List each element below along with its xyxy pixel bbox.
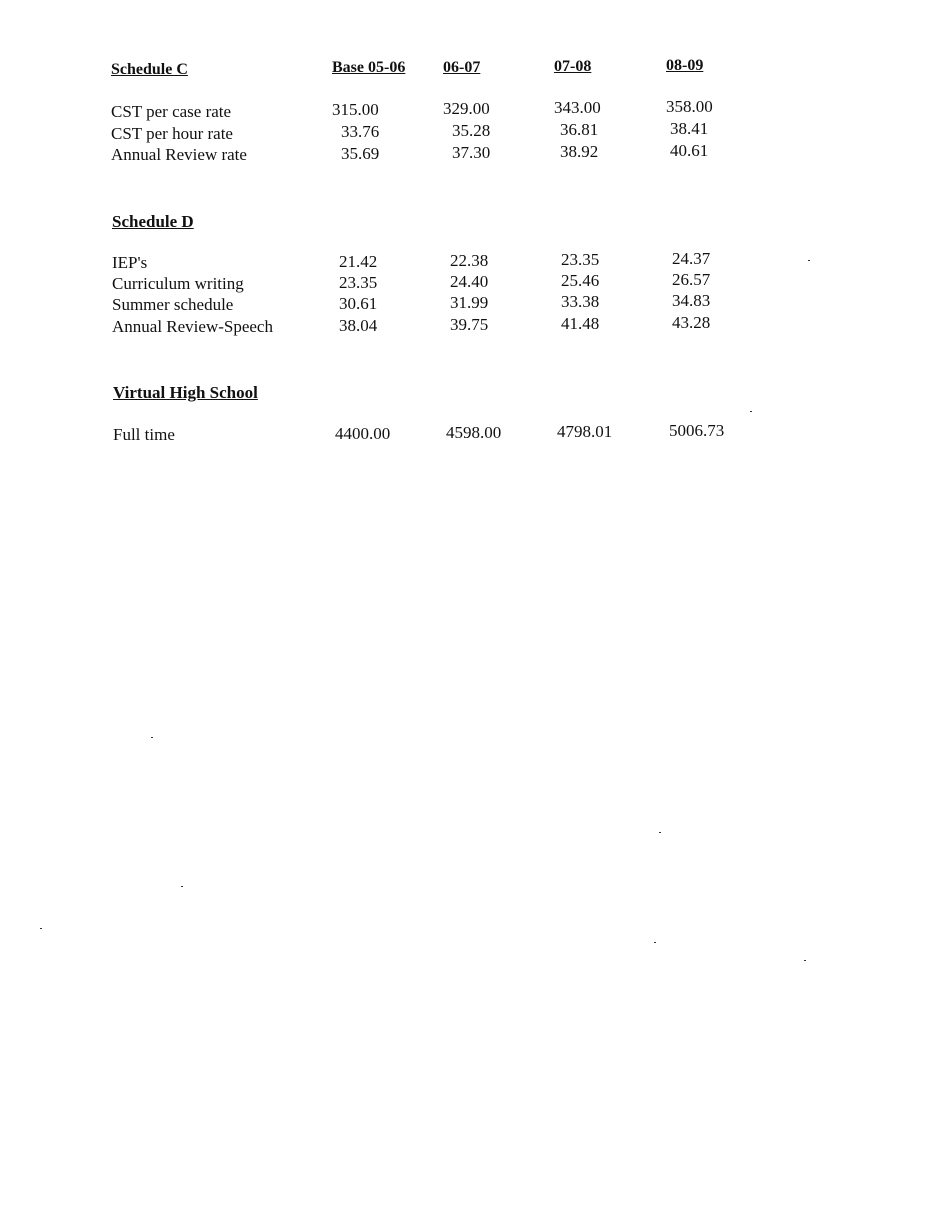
row-label: Annual Review-Speech [112, 317, 273, 336]
scan-speck [181, 886, 183, 887]
row-label: IEP's [112, 253, 148, 272]
schedule-c-title: Schedule C [111, 61, 188, 78]
virtual-high-school-title: Virtual High School [113, 383, 258, 402]
table-cell: 4798.01 [557, 422, 613, 441]
table-cell: 36.81 [560, 120, 599, 139]
row-label: Summer schedule [112, 295, 234, 314]
row-label: CST per case rate [111, 102, 232, 121]
scan-speck [40, 928, 42, 929]
table-cell: 315.00 [332, 100, 379, 119]
table-cell: 38.04 [339, 316, 378, 335]
table-cell: 329.00 [443, 99, 490, 118]
table-cell: 33.38 [561, 292, 600, 311]
scan-speck [151, 737, 153, 738]
table-cell: 26.57 [672, 270, 711, 289]
table-cell: 31.99 [450, 293, 489, 312]
table-cell: 34.83 [672, 291, 711, 310]
table-cell: 25.46 [561, 271, 600, 290]
table-cell: 33.76 [341, 122, 380, 141]
scan-speck [654, 942, 656, 943]
row-label: Full time [113, 425, 175, 444]
table-cell: 41.48 [561, 314, 600, 333]
table-cell: 4400.00 [335, 424, 391, 443]
table-cell: 23.35 [561, 250, 600, 269]
table-cell: 35.69 [341, 144, 380, 163]
table-cell: 43.28 [672, 313, 711, 332]
scan-speck [808, 260, 810, 261]
column-header-base-05-06: Base 05-06 [332, 59, 406, 76]
row-label: Annual Review rate [111, 145, 247, 164]
table-cell: 38.41 [670, 119, 709, 138]
table-cell: 38.92 [560, 142, 599, 161]
table-cell: 37.30 [452, 143, 491, 162]
table-cell: 343.00 [554, 98, 601, 117]
table-cell: 39.75 [450, 315, 489, 334]
table-cell: 358.00 [666, 97, 713, 116]
column-header-06-07: 06-07 [443, 59, 481, 76]
table-cell: 24.40 [450, 272, 489, 291]
table-cell: 30.61 [339, 294, 378, 313]
scan-speck [750, 411, 752, 412]
scan-speck [659, 832, 661, 833]
column-header-08-09: 08-09 [666, 57, 704, 74]
table-cell: 23.35 [339, 273, 378, 292]
table-cell: 21.42 [339, 252, 378, 271]
column-header-07-08: 07-08 [554, 58, 592, 75]
table-cell: 24.37 [672, 249, 711, 268]
scan-speck [804, 960, 806, 961]
table-cell: 22.38 [450, 251, 489, 270]
row-label: CST per hour rate [111, 124, 233, 143]
table-cell: 35.28 [452, 121, 491, 140]
table-cell: 40.61 [670, 141, 709, 160]
table-cell: 4598.00 [446, 423, 502, 442]
row-label: Curriculum writing [112, 274, 244, 293]
schedule-d-title: Schedule D [112, 212, 194, 231]
table-cell: 5006.73 [669, 421, 725, 440]
